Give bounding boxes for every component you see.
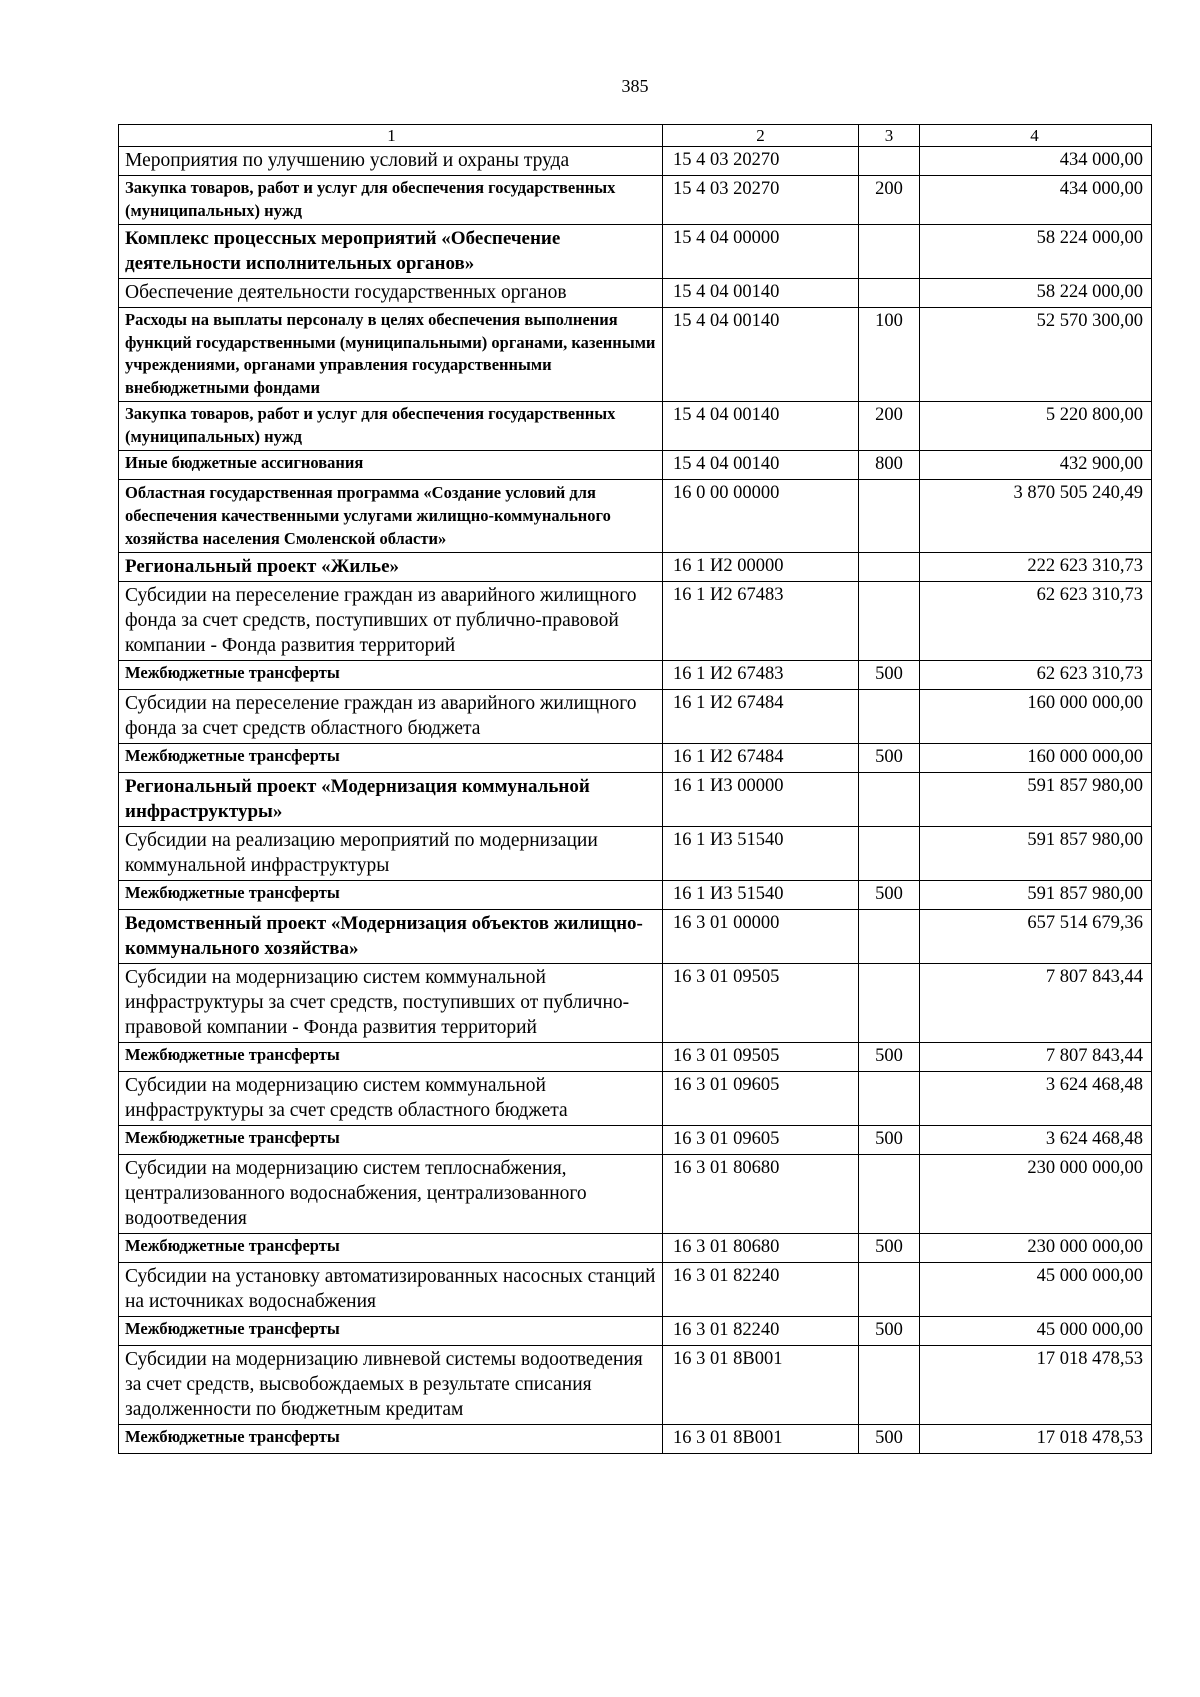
table-row [119, 279, 1152, 308]
row-code-cell: 16 3 01 80680 [663, 1155, 859, 1234]
table-row [119, 744, 1152, 773]
row-amount-cell: 62 623 310,73 [920, 582, 1152, 661]
row-code-cell: 15 4 04 00140 [663, 402, 859, 451]
row-amount-cell: 62 623 310,73 [920, 661, 1152, 690]
row-expense-type-cell: 500 [859, 1043, 920, 1072]
row-amount-cell: 3 624 468,48 [920, 1126, 1152, 1155]
row-amount-cell: 17 018 478,53 [920, 1346, 1152, 1425]
row-expense-type-cell [859, 827, 920, 881]
row-name-cell: Субсидии на модернизацию систем теплоснабжения, централизованного водоснабжения, централизованного водоотведения [119, 1155, 663, 1234]
row-code-cell: 16 3 01 09505 [663, 1043, 859, 1072]
row-name-cell: Закупка товаров, работ и услуг для обеспечения государственных (муниципальных) нужд [119, 176, 663, 225]
row-amount-cell: 45 000 000,00 [920, 1263, 1152, 1317]
table-row [119, 1126, 1152, 1155]
row-expense-type-cell [859, 1263, 920, 1317]
table-row [119, 147, 1152, 176]
row-expense-type-cell: 500 [859, 1425, 920, 1454]
row-name-cell: Комплекс процессных мероприятий «Обеспечение деятельности исполнительных органов» [119, 225, 663, 279]
row-code-cell: 15 4 04 00000 [663, 225, 859, 279]
row-name-cell: Межбюджетные трансферты [119, 1317, 663, 1346]
row-name-cell: Субсидии на установку автоматизированных насосных станций на источниках водоснабжения [119, 1263, 663, 1317]
row-name-cell: Иные бюджетные ассигнования [119, 451, 663, 480]
row-expense-type-cell [859, 1155, 920, 1234]
row-code-cell: 16 3 01 82240 [663, 1317, 859, 1346]
budget-table-body [119, 125, 1152, 1454]
row-code-cell: 16 3 01 09605 [663, 1126, 859, 1155]
table-row [119, 1317, 1152, 1346]
row-name-cell: Межбюджетные трансферты [119, 744, 663, 773]
column-header-4: 4 [920, 125, 1152, 147]
row-name-cell: Субсидии на модернизацию ливневой системы водоотведения за счет средств, высвобождаемых в результате списания задолженности по бюджетным кредитам [119, 1346, 663, 1425]
row-name-cell: Расходы на выплаты персоналу в целях обеспечения выполнения функций государственными (муниципальными) органами, казенными учреждениями, органами управления государственными внебюджетными фондами [119, 308, 663, 402]
table-row [119, 225, 1152, 279]
row-amount-cell: 5 220 800,00 [920, 402, 1152, 451]
row-amount-cell: 7 807 843,44 [920, 964, 1152, 1043]
row-expense-type-cell: 200 [859, 176, 920, 225]
row-code-cell: 16 3 01 80680 [663, 1234, 859, 1263]
row-name-cell: Субсидии на переселение граждан из аварийного жилищного фонда за счет средств областного бюджета [119, 690, 663, 744]
row-expense-type-cell [859, 964, 920, 1043]
table-row [119, 1072, 1152, 1126]
row-expense-type-cell [859, 582, 920, 661]
row-name-cell: Межбюджетные трансферты [119, 1234, 663, 1263]
row-amount-cell: 591 857 980,00 [920, 881, 1152, 910]
page-number: 385 [621, 76, 649, 96]
row-expense-type-cell: 500 [859, 744, 920, 773]
column-header-3: 3 [859, 125, 920, 147]
row-name-cell: Мероприятия по улучшению условий и охраны труда [119, 147, 663, 176]
row-name-cell: Областная государственная программа «Создание условий для обеспечения качественными услугами жилищно-коммунального хозяйства населения Смоленской области» [119, 480, 663, 553]
table-row [119, 402, 1152, 451]
table-row [119, 1234, 1152, 1263]
row-expense-type-cell: 500 [859, 881, 920, 910]
row-amount-cell: 3 870 505 240,49 [920, 480, 1152, 553]
row-expense-type-cell: 500 [859, 1126, 920, 1155]
row-name-cell: Закупка товаров, работ и услуг для обеспечения государственных (муниципальных) нужд [119, 402, 663, 451]
row-expense-type-cell [859, 910, 920, 964]
table-row [119, 910, 1152, 964]
row-expense-type-cell [859, 690, 920, 744]
table-row [119, 582, 1152, 661]
row-name-cell: Межбюджетные трансферты [119, 1043, 663, 1072]
row-amount-cell: 230 000 000,00 [920, 1155, 1152, 1234]
row-expense-type-cell: 200 [859, 402, 920, 451]
table-row [119, 480, 1152, 553]
row-code-cell: 16 1 И3 51540 [663, 827, 859, 881]
column-header-2: 2 [663, 125, 859, 147]
table-row [119, 964, 1152, 1043]
table-row [119, 881, 1152, 910]
budget-table [118, 124, 1152, 1454]
table-row [119, 176, 1152, 225]
row-code-cell: 16 1 И2 67484 [663, 744, 859, 773]
row-amount-cell: 230 000 000,00 [920, 1234, 1152, 1263]
row-expense-type-cell [859, 480, 920, 553]
row-code-cell: 16 3 01 8В001 [663, 1346, 859, 1425]
row-code-cell: 15 4 04 00140 [663, 308, 859, 402]
row-amount-cell: 17 018 478,53 [920, 1425, 1152, 1454]
row-name-cell: Обеспечение деятельности государственных органов [119, 279, 663, 308]
row-name-cell: Межбюджетные трансферты [119, 1425, 663, 1454]
row-name-cell: Региональный проект «Жилье» [119, 553, 663, 582]
row-amount-cell: 52 570 300,00 [920, 308, 1152, 402]
row-code-cell: 16 1 И2 67483 [663, 582, 859, 661]
row-amount-cell: 160 000 000,00 [920, 744, 1152, 773]
table-row [119, 1043, 1152, 1072]
row-expense-type-cell [859, 1346, 920, 1425]
table-row [119, 827, 1152, 881]
row-expense-type-cell [859, 773, 920, 827]
table-row [119, 553, 1152, 582]
row-expense-type-cell [859, 1072, 920, 1126]
row-expense-type-cell: 500 [859, 1234, 920, 1263]
table-row [119, 1346, 1152, 1425]
table-row [119, 451, 1152, 480]
table-row [119, 1155, 1152, 1234]
table-row [119, 773, 1152, 827]
row-name-cell: Ведомственный проект «Модернизация объектов жилищно-коммунального хозяйства» [119, 910, 663, 964]
column-header-1: 1 [119, 125, 663, 147]
row-code-cell: 15 4 04 00140 [663, 279, 859, 308]
row-name-cell: Региональный проект «Модернизация коммунальной инфраструктуры» [119, 773, 663, 827]
row-amount-cell: 222 623 310,73 [920, 553, 1152, 582]
row-expense-type-cell [859, 147, 920, 176]
row-code-cell: 16 3 01 09505 [663, 964, 859, 1043]
row-expense-type-cell [859, 279, 920, 308]
row-expense-type-cell: 500 [859, 661, 920, 690]
row-amount-cell: 591 857 980,00 [920, 773, 1152, 827]
row-amount-cell: 3 624 468,48 [920, 1072, 1152, 1126]
row-code-cell: 16 0 00 00000 [663, 480, 859, 553]
row-code-cell: 16 3 01 09605 [663, 1072, 859, 1126]
row-amount-cell: 45 000 000,00 [920, 1317, 1152, 1346]
row-code-cell: 16 1 И2 00000 [663, 553, 859, 582]
row-code-cell: 15 4 03 20270 [663, 176, 859, 225]
row-amount-cell: 7 807 843,44 [920, 1043, 1152, 1072]
row-code-cell: 16 3 01 8В001 [663, 1425, 859, 1454]
row-code-cell: 16 1 И2 67483 [663, 661, 859, 690]
row-expense-type-cell: 100 [859, 308, 920, 402]
row-name-cell: Межбюджетные трансферты [119, 661, 663, 690]
row-name-cell: Субсидии на реализацию мероприятий по модернизации коммунальной инфраструктуры [119, 827, 663, 881]
row-expense-type-cell: 500 [859, 1317, 920, 1346]
row-expense-type-cell [859, 225, 920, 279]
row-code-cell: 16 1 И3 00000 [663, 773, 859, 827]
table-row [119, 690, 1152, 744]
row-expense-type-cell [859, 553, 920, 582]
row-code-cell: 16 1 И2 67484 [663, 690, 859, 744]
row-amount-cell: 657 514 679,36 [920, 910, 1152, 964]
row-amount-cell: 434 000,00 [920, 176, 1152, 225]
table-row [119, 1425, 1152, 1454]
row-name-cell: Межбюджетные трансферты [119, 1126, 663, 1155]
row-code-cell: 16 3 01 82240 [663, 1263, 859, 1317]
row-name-cell: Межбюджетные трансферты [119, 881, 663, 910]
row-amount-cell: 434 000,00 [920, 147, 1152, 176]
table-row [119, 308, 1152, 402]
row-code-cell: 15 4 03 20270 [663, 147, 859, 176]
row-code-cell: 16 3 01 00000 [663, 910, 859, 964]
row-name-cell: Субсидии на переселение граждан из аварийного жилищного фонда за счет средств, поступивших от публично-правовой компании - Фонда развития территорий [119, 582, 663, 661]
table-row [119, 661, 1152, 690]
row-amount-cell: 432 900,00 [920, 451, 1152, 480]
row-amount-cell: 58 224 000,00 [920, 225, 1152, 279]
row-expense-type-cell: 800 [859, 451, 920, 480]
row-amount-cell: 58 224 000,00 [920, 279, 1152, 308]
row-code-cell: 15 4 04 00140 [663, 451, 859, 480]
row-amount-cell: 591 857 980,00 [920, 827, 1152, 881]
row-name-cell: Субсидии на модернизацию систем коммунальной инфраструктуры за счет средств, поступивших от публично-правовой компании - Фонда развития территорий [119, 964, 663, 1043]
row-name-cell: Субсидии на модернизацию систем коммунальной инфраструктуры за счет средств областного бюджета [119, 1072, 663, 1126]
row-amount-cell: 160 000 000,00 [920, 690, 1152, 744]
table-header-row [119, 125, 1152, 147]
row-code-cell: 16 1 И3 51540 [663, 881, 859, 910]
table-row [119, 1263, 1152, 1317]
